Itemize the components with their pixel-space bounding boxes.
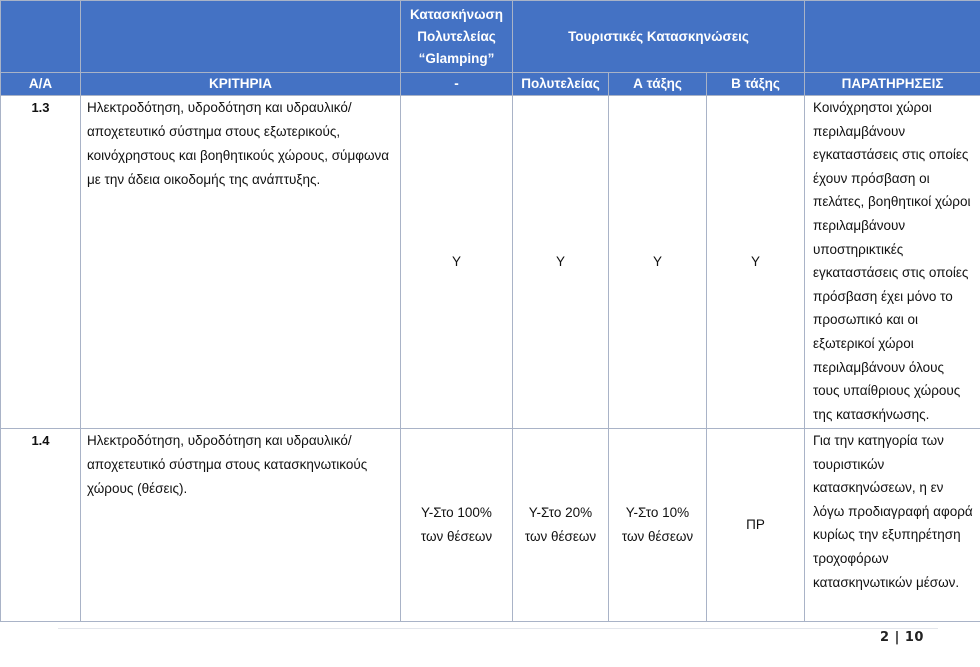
row-class-b-value: ΠΡ	[707, 429, 805, 622]
header-criteria: ΚΡΙΤΗΡΙΑ	[81, 73, 401, 96]
row-remarks: Για την κατηγορία των τουριστικών κατασκηνώσεων, η εν λόγω προδιαγραφή αφορά κυρίως την εξυπηρέτηση τροχοφόρων κατασκηνωτικών μέσων.	[805, 429, 980, 622]
header-cell-empty-aa	[1, 1, 81, 73]
row-glamping-value: Y	[401, 96, 513, 429]
header-row	[1, 73, 980, 96]
row-class-a-value: Y	[609, 96, 707, 429]
header-luxury: Πολυτελείας	[513, 73, 609, 96]
row-luxury-value: Y-Στο 20% των θέσεων	[513, 429, 609, 622]
header-aa: Α/Α	[1, 73, 81, 96]
row-class-b-value: Y	[707, 96, 805, 429]
row-criterion: Ηλεκτροδότηση, υδροδότηση και υδραυλικό/ αποχετευτικό σύστημα στους κατασκηνωτικούς χώρους (θέσεις).	[81, 429, 401, 622]
header-row-top	[1, 1, 980, 73]
footer-divider	[58, 628, 938, 629]
row-luxury-value: Y	[513, 96, 609, 429]
header-cell-empty-criteria	[81, 1, 401, 73]
header-remarks: ΠΑΡΑΤΗΡΗΣΕΙΣ	[805, 73, 980, 96]
row-class-a-value: Y-Στο 10% των θέσεων	[609, 429, 707, 622]
row-index: 1.3	[1, 96, 81, 429]
header-glamping: Κατασκήνωση Πολυτελείας “Glamping”	[401, 1, 513, 73]
page-number: 2 | 10	[880, 630, 924, 645]
table-row	[1, 429, 980, 622]
row-criterion: Ηλεκτροδότηση, υδροδότηση και υδραυλικό/ αποχετευτικό σύστημα στους εξωτερικούς, κοινόχρηστους και βοηθητικούς χώρους, σύμφωνα με την άδεια οικοδομής της ανάπτυξης.	[81, 96, 401, 429]
header-class-a: Α τάξης	[609, 73, 707, 96]
header-class-b: Β τάξης	[707, 73, 805, 96]
row-remarks: Κοινόχρηστοι χώροι περιλαμβάνουν εγκαταστάσεις στις οποίες έχουν πρόσβαση οι πελάτες, βοηθητικοί χώροι περιλαμβάνουν υποστηρικτικές εγκαταστάσεις στις οποίες πρόσβαση έχει μόνο το προσωπικό και οι εξωτερικοί χώροι περιλαμβάνουν όλους τους υπαίθριους χώρους της κατασκήνωσης.	[805, 96, 980, 429]
table-row	[1, 96, 980, 429]
header-glamping-sub: -	[401, 73, 513, 96]
row-glamping-value: Y-Στο 100% των θέσεων	[401, 429, 513, 622]
header-tourist-campsites: Τουριστικές Κατασκηνώσεις	[513, 1, 805, 73]
header-cell-empty-remarks	[805, 1, 980, 73]
row-index: 1.4	[1, 429, 81, 622]
